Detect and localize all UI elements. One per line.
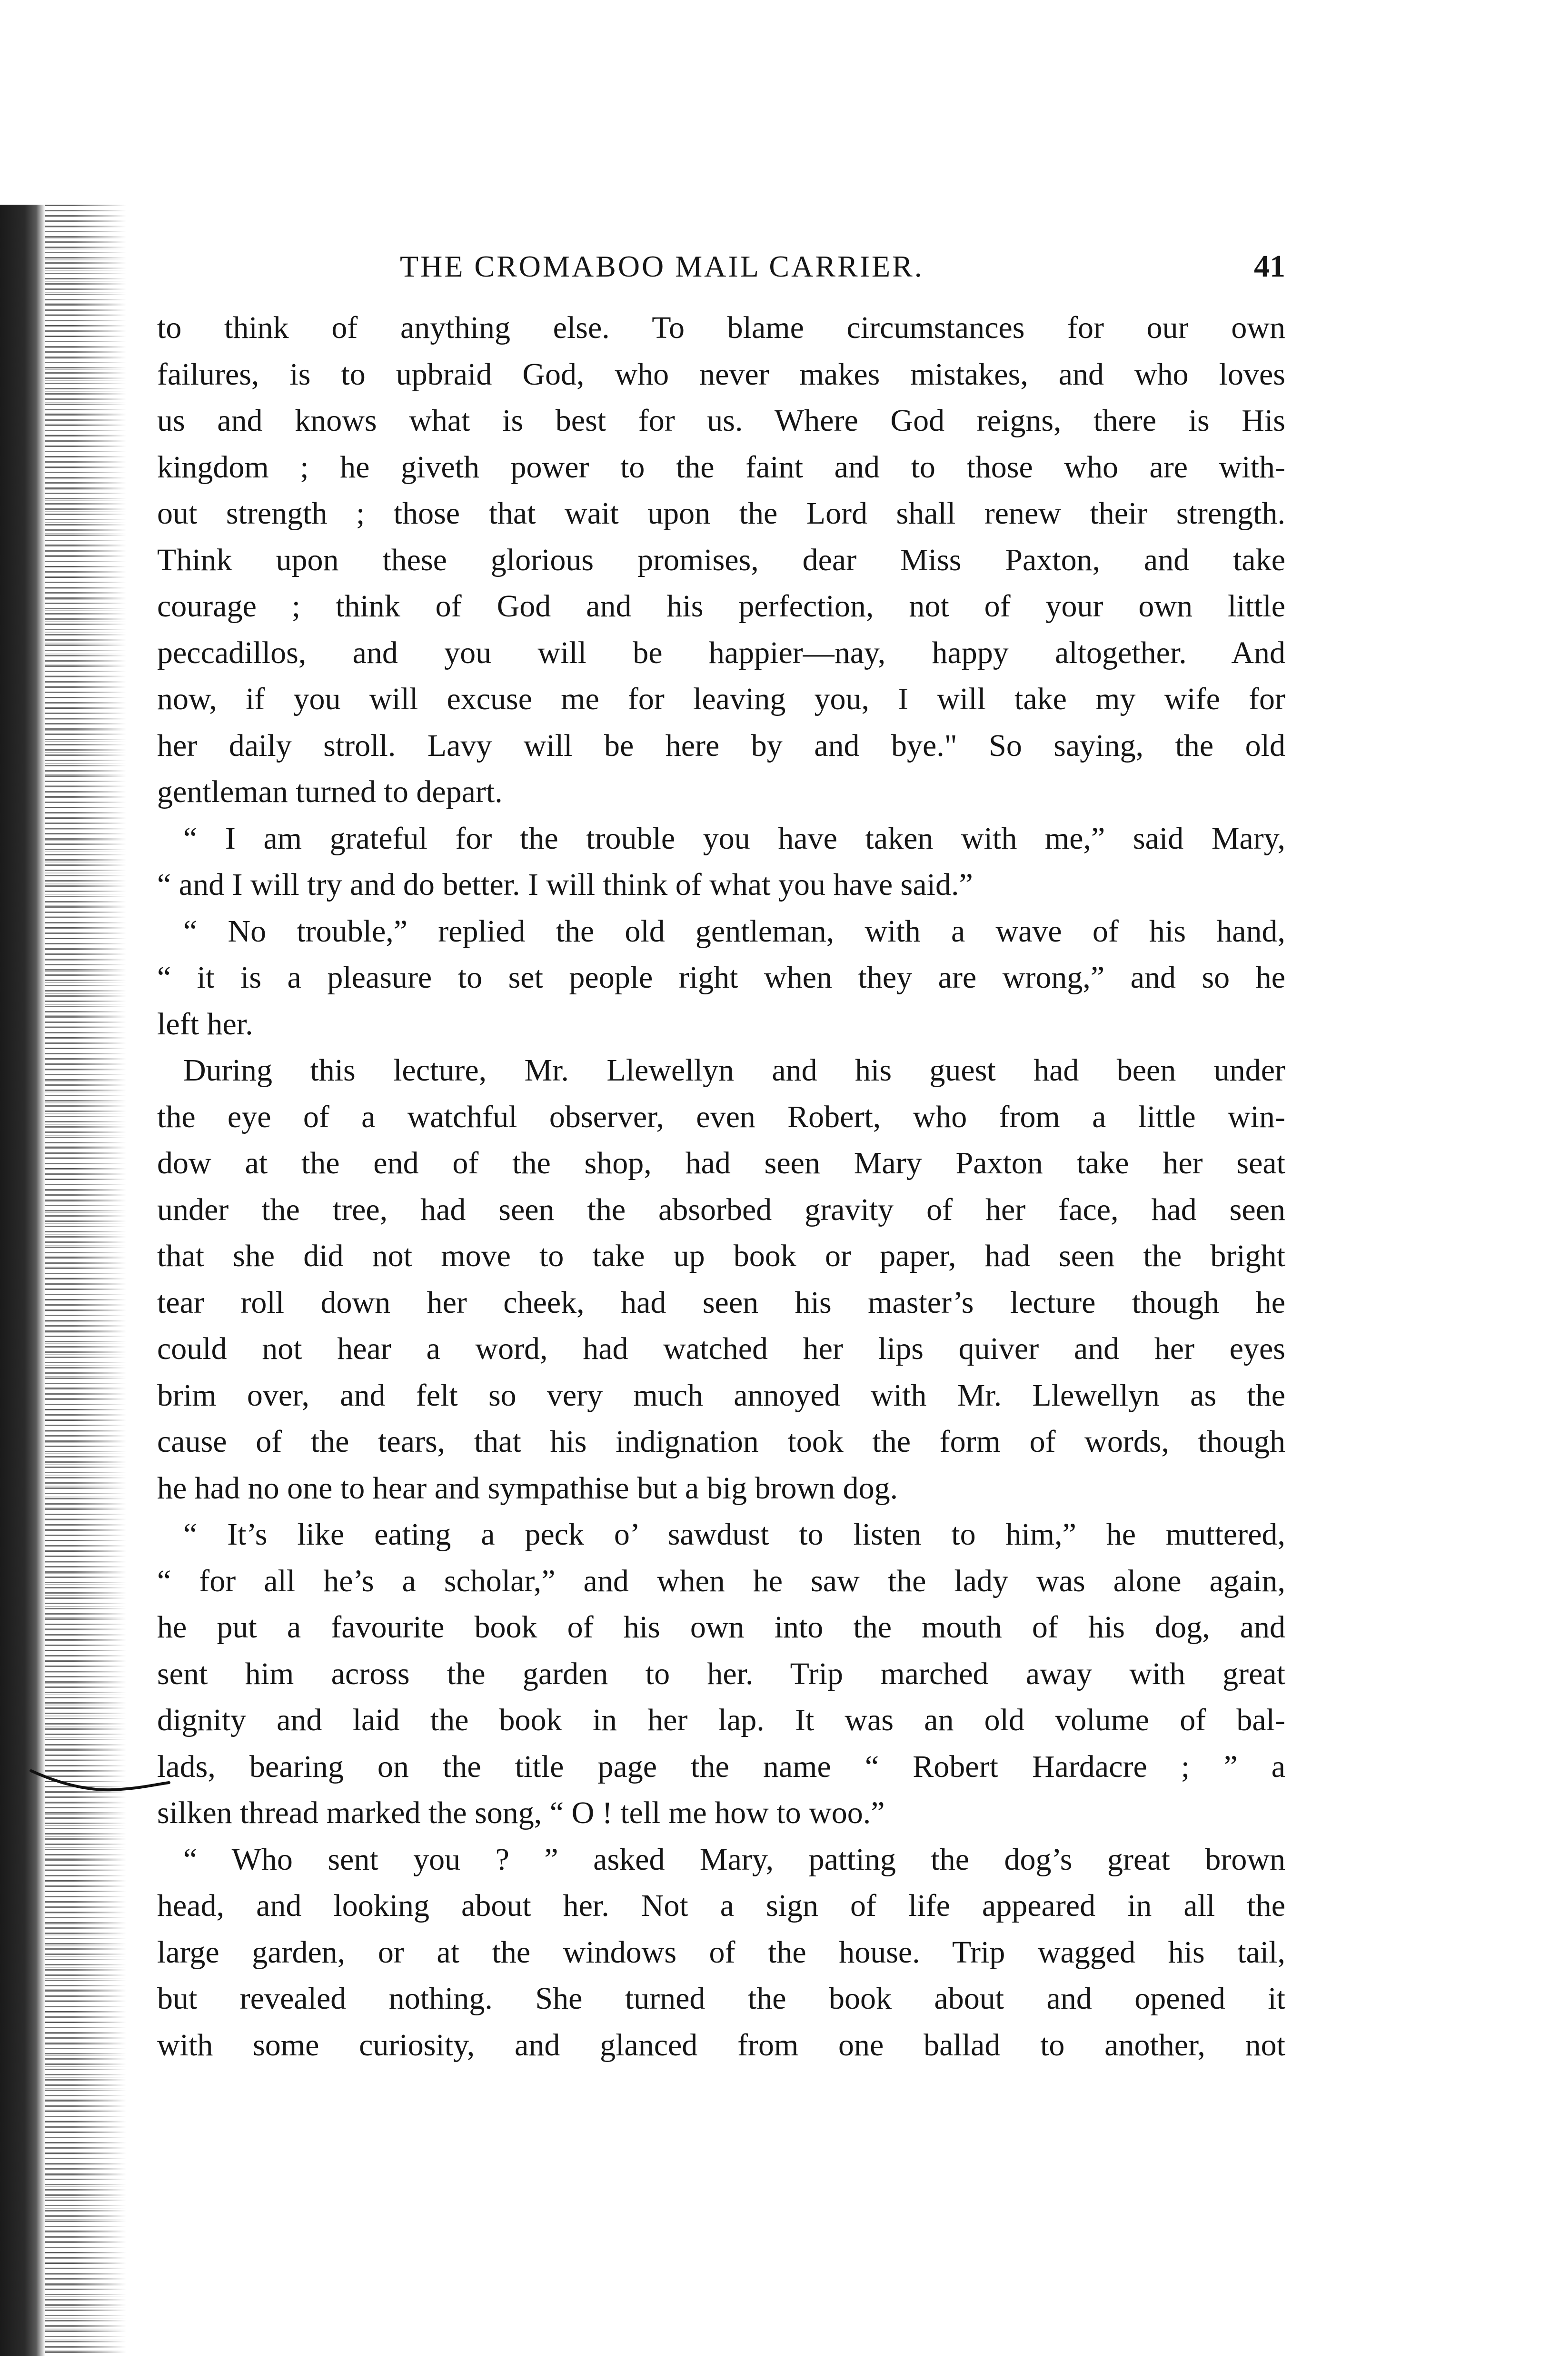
text-line: dow at the end of the shop, had seen Mary Paxton take her seat [157,1146,1285,1180]
text-line: large garden, or at the windows of the house. Trip wagged his tail, [157,1934,1285,1970]
text-line: head, and looking about her. Not a sign of life appeared in all the [157,1888,1285,1923]
text-line: to think of anything else. To blame circumstances for our own [157,310,1285,345]
text-line: with some curiosity, and glanced from one ballad to another, not [157,2027,1285,2063]
text-line: “ Who sent you ? ” asked Mary, patting the dog’s great brown [183,1842,1285,1877]
text-line: dignity and laid the book in her lap. It was an old volume of bal- [157,1703,1285,1737]
text-line: brim over, and felt so very much annoyed with Mr. Llewellyn as the [157,1378,1285,1413]
running-title: THE CROMABOO MAIL CARRIER. [400,249,924,283]
margin-pen-mark [29,1761,171,1799]
text-line: peccadillos, and you will be happier—nay, happy altogether. And [157,635,1285,670]
text-line: out strength ; those that wait upon the Lord shall renew their strength. [157,496,1285,531]
text-line: gentleman turned to depart. [157,774,503,809]
text-line: the eye of a watchful observer, even Robert, who from a little win- [157,1099,1285,1134]
text-line: “ I am grateful for the trouble you have taken with me,” said Mary, [183,821,1285,856]
book-binding-shadow [0,205,45,2356]
text-line: “ It’s like eating a peck o’ sawdust to listen to him,” he muttered, [183,1517,1285,1552]
text-line: sent him across the garden to her. Trip marched away with great [157,1656,1285,1691]
text-line: he had no one to hear and sympathise but a big brown dog. [157,1470,898,1506]
text-line: cause of the tears, that his indignation took the form of words, though [157,1424,1285,1459]
running-head [157,245,1285,288]
text-line: “ for all he’s a scholar,” and when he saw the lady was alone again, [157,1563,1285,1598]
text-line: could not hear a word, had watched her lips quiver and her eyes [157,1331,1285,1366]
text-line: lads, bearing on the title page the name “ Robert Hardacre ; ” a [157,1749,1285,1784]
text-line: her daily stroll. Lavy will be here by and bye." So saying, the old [157,728,1285,763]
text-line: us and knows what is best for us. Where God reigns, there is His [157,403,1285,438]
page-number: 41 [1254,249,1285,284]
text-line: “ No trouble,” replied the old gentleman, with a wave of his hand, [183,913,1285,949]
text-line: that she did not move to take up book or paper, had seen the bright [157,1239,1285,1273]
text-line: tear roll down her cheek, had seen his master’s lecture though he [157,1285,1285,1320]
text-line: now, if you will excuse me for leaving you, I will take my wife for [157,682,1285,716]
text-line: he put a favourite book of his own into the mouth of his dog, and [157,1610,1285,1645]
text-line: under the tree, had seen the absorbed gravity of her face, had seen [157,1192,1285,1227]
text-line: “ and I will try and do better. I will think of what you have said.” [157,867,973,902]
text-line: kingdom ; he giveth power to the faint and to those who are with- [157,449,1285,485]
text-line: silken thread marked the song, “ O ! tell me how to woo.” [157,1795,885,1830]
text-line: left her. [157,1006,253,1041]
text-line: courage ; think of God and his perfection, not of your own little [157,589,1285,624]
body-text [157,305,1285,2068]
text-line: failures, is to upbraid God, who never makes mistakes, and who loves [157,357,1285,392]
text-line: “ it is a pleasure to set people right when they are wrong,” and so he [157,960,1285,995]
text-line: but revealed nothing. She turned the book about and opened it [157,1981,1285,2016]
text-line: Think upon these glorious promises, dear Miss Paxton, and take [157,542,1285,577]
text-line: During this lecture, Mr. Llewellyn and his guest had been under [183,1053,1285,1088]
book-binding-texture [45,205,126,2356]
